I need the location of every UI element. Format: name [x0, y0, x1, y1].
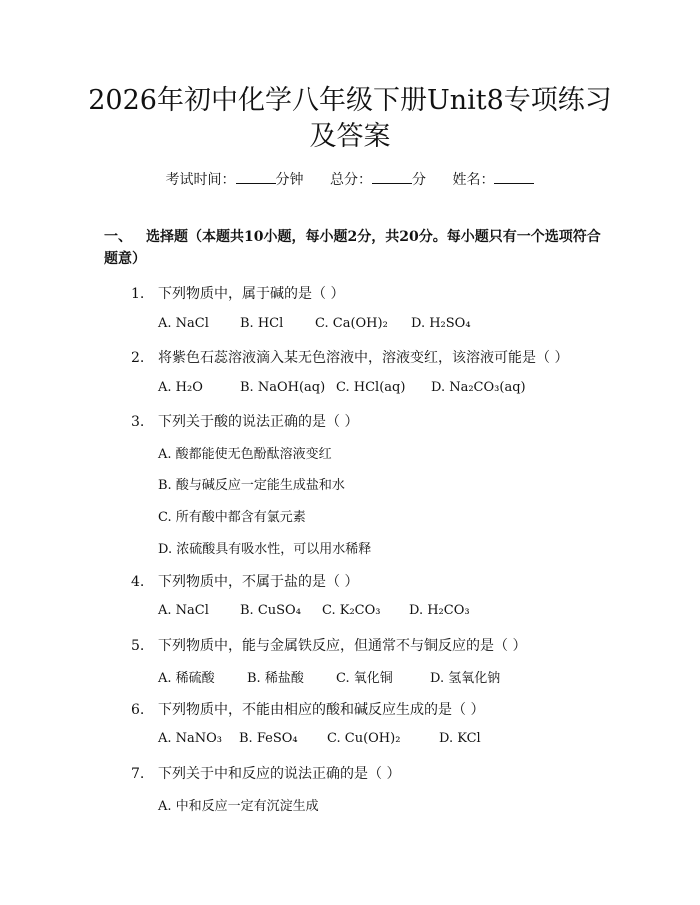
- option-d: D. KCl: [439, 731, 481, 746]
- question-text: 下列关于酸的说法正确的是（ ）: [158, 414, 359, 430]
- student-name-field: [452, 169, 534, 189]
- option-d: D. Na₂CO₃(aq): [431, 380, 526, 395]
- total-score-blank: [372, 171, 412, 184]
- option-b: B. HCl: [240, 316, 284, 331]
- student-name-blank: [494, 171, 534, 184]
- total-score-field: [330, 169, 426, 189]
- question-7-option-a: A. 中和反应一定有沉淀生成: [158, 799, 319, 814]
- option-b: B. FeSO₄: [239, 731, 298, 746]
- question-2-options: [158, 380, 526, 395]
- option-a: A. NaCl: [158, 603, 209, 618]
- question-number: 2.: [131, 350, 145, 366]
- question-3-option-d: D. 浓硫酸具有吸水性，可以用水稀释: [158, 542, 372, 557]
- exam-meta-line: [0, 169, 700, 189]
- exam-time-blank: [236, 171, 276, 184]
- option-a: A. 稀硫酸: [158, 671, 215, 686]
- question-5-options: [158, 667, 500, 686]
- total-score-label: 总分：: [330, 172, 372, 188]
- page-title: 2026年初中化学八年级下册Unit8专项练习: [88, 85, 612, 116]
- option-c: C. HCl(aq): [336, 380, 406, 395]
- question-4: [131, 571, 358, 591]
- question-6-options: [158, 731, 481, 746]
- option-b: B. NaOH(aq): [240, 380, 326, 395]
- section-number: 一、: [104, 229, 132, 245]
- total-score-unit: 分: [412, 172, 426, 188]
- exam-time-unit: 分钟: [275, 172, 304, 188]
- section-heading: [104, 226, 609, 270]
- option-c: C. 氧化铜: [336, 671, 393, 686]
- option-a: A. NaCl: [158, 316, 209, 331]
- question-3-option-a: A. 酸都能使无色酚酞溶液变红: [158, 447, 332, 462]
- question-text: 下列物质中，不能由相应的酸和碱反应生成的是（ ）: [158, 702, 485, 718]
- option-c: C. K₂CO₃: [322, 603, 381, 618]
- question-text: 下列物质中，不属于盐的是（ ）: [158, 574, 359, 590]
- question-number: 4.: [131, 574, 145, 590]
- question-6: [131, 699, 484, 719]
- question-3-option-c: C. 所有酸中都含有氯元素: [158, 510, 306, 525]
- option-c: C. Cu(OH)₂: [327, 731, 401, 746]
- question-text: 将紫色石蕊溶液滴入某无色溶液中，溶液变红，该溶液可能是（ ）: [158, 350, 569, 366]
- section-text: 选择题（本题共10小题，每小题2分，共20分。每小题只有一个选项符合题意）: [104, 229, 601, 267]
- question-number: 5.: [131, 638, 145, 654]
- question-4-options: [158, 603, 470, 618]
- option-b: B. 稀盐酸: [247, 671, 304, 686]
- question-7: [131, 763, 400, 783]
- question-number: 1.: [131, 286, 145, 302]
- option-d: D. H₂SO₄: [411, 316, 471, 331]
- question-2: [131, 347, 568, 367]
- question-number: 6.: [131, 702, 145, 718]
- exam-time-field: [166, 169, 304, 189]
- question-text: 下列关于中和反应的说法正确的是（ ）: [158, 766, 401, 782]
- option-d: D. H₂CO₃: [409, 603, 470, 618]
- option-c: C. Ca(OH)₂: [315, 316, 388, 331]
- option-d: D. 氢氧化钠: [430, 671, 501, 686]
- question-1-options: [158, 316, 471, 331]
- question-3: [131, 411, 358, 431]
- option-a: A. NaNO₃: [158, 731, 223, 746]
- question-5: [131, 635, 526, 655]
- option-a: A. H₂O: [158, 380, 203, 395]
- question-text: 下列物质中，能与金属铁反应，但通常不与铜反应的是（ ）: [158, 638, 527, 654]
- option-b: B. CuSO₄: [240, 603, 301, 618]
- question-3-option-b: B. 酸与碱反应一定能生成盐和水: [158, 478, 345, 493]
- question-text: 下列物质中，属于碱的是（ ）: [158, 286, 345, 302]
- question-number: 3.: [131, 414, 145, 430]
- student-name-label: 姓名：: [452, 172, 495, 188]
- question-1: [131, 283, 344, 303]
- question-number: 7.: [131, 766, 145, 782]
- exam-time-label: 考试时间：: [165, 172, 236, 188]
- page-title-continued: 及答案: [309, 121, 391, 152]
